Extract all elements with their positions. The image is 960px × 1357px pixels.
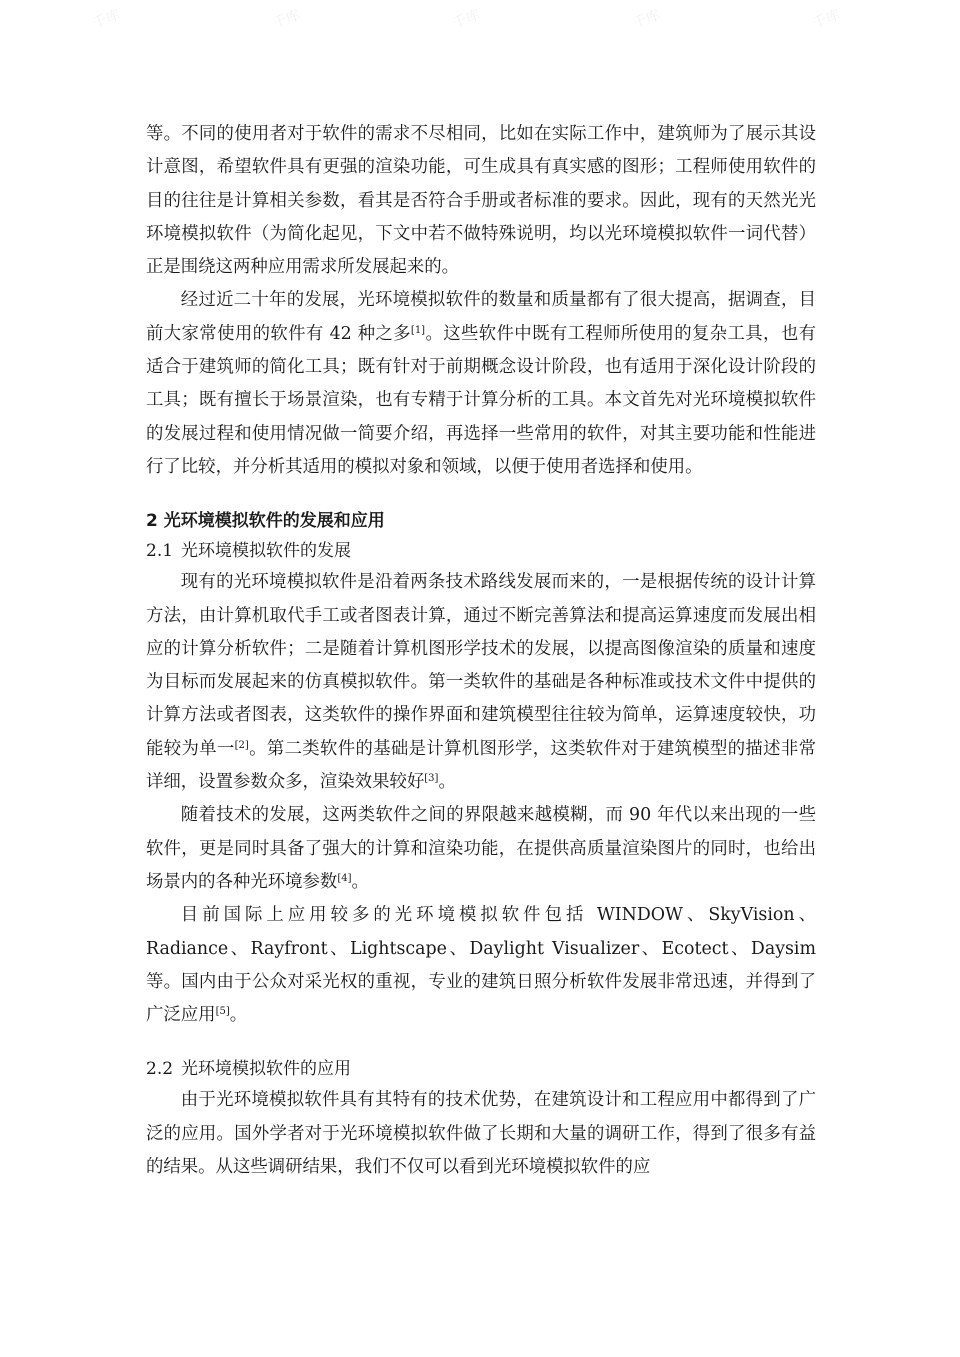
paragraph-4-text-b: 。 — [351, 871, 369, 892]
paragraph-2-text-a: 经过近二十年的发展，光环境模拟软件的数量和质量都有了很大提高，据调查，目前大家常使用的软件有 42 种之多 — [146, 290, 816, 344]
paper-page — [146, 118, 816, 1184]
watermark: 千库 — [270, 7, 303, 33]
paragraph-3-text-b: 。第二类软件的基础是计算机图形学，这类软件对于建筑模型的描述非常详细，设置参数众多，渲染效果较好 — [146, 738, 816, 793]
subsection-number: 2.1 — [146, 541, 174, 562]
paragraph-2-text-b: 。这些软件中既有工程师所使用的复杂工具，也有适合于建筑师的简化工具；既有针对于前期概念设计阶段，也有适用于深化设计阶段的工具；既有擅长于场景渲染，也有专精于计算分析的工具。本文首先对光环境模拟软件的发展过程和使用情况做一简要介绍，再选择一些常用的软件，对其主要功能和性能进行了比较，并分析其适用的模拟对象和领域，以便于使用者选择和使用。 — [146, 323, 816, 477]
watermark: 千库 — [90, 7, 123, 33]
subsection-heading-2-2 — [146, 1054, 816, 1084]
citation-5: [5] — [215, 1006, 230, 1018]
watermark: 千库 — [630, 7, 663, 33]
citation-1: [1] — [410, 324, 426, 336]
paragraph-3-text-c: 。 — [438, 772, 456, 793]
subsection-title: 光环境模拟软件的应用 — [181, 1059, 352, 1080]
citation-3: [3] — [424, 773, 439, 785]
subsection-heading-2-1 — [146, 536, 816, 566]
citation-4: [4] — [337, 872, 352, 884]
section-heading-2: 2 光环境模拟软件的发展和应用 — [146, 511, 385, 532]
paragraph-6: 由于光环境模拟软件具有其特有的技术优势，在建筑设计和工程应用中都得到了广泛的应用。国外学者对于光环境模拟软件做了长期和大量的调研工作，得到了很多有益的结果。从这些调研结果，我们不仅可以看到光环境模拟软件的应 — [146, 1090, 816, 1178]
paragraph-1: 等。不同的使用者对于软件的需求不尽相同，比如在实际工作中，建筑师为了展示其设计意图，希望软件具有更强的渲染功能，可生成具有真实感的图形；工程师使用软件的目的往往是计算相关参数，看其是否符合手册或者标准的要求。因此，现有的天然光光环境模拟软件（为简化起见，下文中若不做特殊说明，均以光环境模拟软件一词代替）正是围绕这两种应用需求所发展起来的。 — [146, 124, 816, 278]
watermark-row — [0, 0, 960, 40]
paragraph-4-text-a: 随着技术的发展，这两类软件之间的界限越来越模糊，而 90 年代以来出现的一些软件，更是同时具备了强大的计算和渲染功能，在提供高质量渲染图片的同时，也给出场景内的各种光环境参数 — [146, 805, 816, 892]
spacer — [146, 484, 816, 506]
citation-2: [2] — [234, 739, 249, 751]
paragraph-4 — [146, 799, 816, 899]
watermark: 千库 — [450, 7, 483, 33]
paragraph-5 — [146, 899, 816, 1032]
paragraph-5-text-a: 目前国际上应用较多的光环境模拟软件包括 WINDOW、SkyVision、Radiance、Rayfront、Lightscape、Daylight Visualizer、Ecotect、Daysim 等。国内由于公众对采光权的重视，专业的建筑日照分析软件发展非常迅速，并得到了广泛应用 — [146, 905, 816, 1026]
spacer — [146, 1032, 816, 1054]
paragraph-5-text-b: 。 — [229, 1005, 248, 1026]
paragraph-3 — [146, 566, 816, 799]
watermark: 千库 — [810, 7, 843, 33]
subsection-number: 2.2 — [146, 1059, 174, 1080]
paragraph-2 — [146, 284, 816, 484]
subsection-title: 光环境模拟软件的发展 — [181, 541, 352, 562]
paragraph-3-text-a: 现有的光环境模拟软件是沿着两条技术路线发展而来的，一是根据传统的设计计算方法，由计算机取代手工或者图表计算，通过不断完善算法和提高运算速度而发展出相应的计算分析软件；二是随着计算机图形学技术的发展，以提高图像渲染的质量和速度为目标而发展起来的仿真模拟软件。第一类软件的基础是各种标准或技术文件中提供的计算方法或者图表，这类软件的操作界面和建筑模型往往较为简单，运算速度较快，功能较为单一 — [146, 572, 816, 759]
